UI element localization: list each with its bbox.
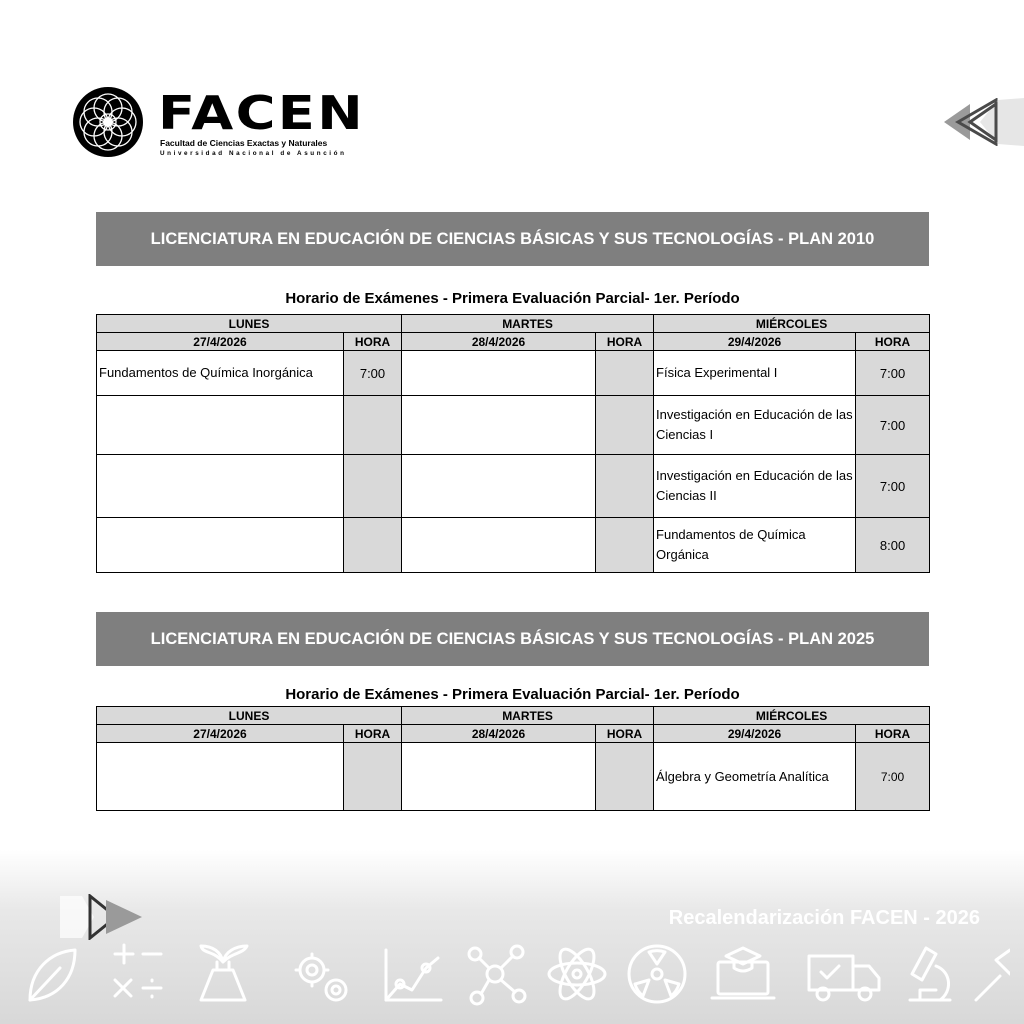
miercoles-subject: Fundamentos de Química Orgánica (654, 518, 856, 573)
molecule-icon (469, 946, 525, 1004)
program-banner-plan-2010: LICENCIATURA EN EDUCACIÓN DE CIENCIAS BÁSICAS Y SUS TECNOLOGÍAS - PLAN 2010 (96, 212, 929, 266)
lunes-subject: Fundamentos de Química Inorgánica (97, 351, 344, 396)
martes-hora (596, 455, 654, 518)
microscope-icon (910, 948, 950, 1000)
day-martes: MARTES (402, 315, 654, 333)
footer-title: Recalendarización FACEN - 2026 (668, 907, 980, 929)
lunes-hora (344, 455, 402, 518)
miercoles-subject: Investigación en Educación de las Ciencias II (654, 455, 856, 518)
day-miercoles: MIÉRCOLES (654, 707, 930, 725)
martes-hora (596, 351, 654, 396)
hora-header: HORA (856, 725, 930, 743)
facen-logo (72, 86, 366, 160)
math-symbols-icon (115, 945, 161, 997)
logo-faculty-name: Facultad de Ciencias Exactas y Naturales (160, 138, 328, 148)
facen-flower-logo-icon (72, 86, 144, 158)
miercoles-subject: Física Experimental I (654, 351, 856, 396)
day-miercoles: MIÉRCOLES (654, 315, 930, 333)
exam-schedule-table-plan-2010 (96, 314, 930, 573)
schedule-title-plan-2010: Horario de Exámenes - Primera Evaluación Parcial- 1er. Período (285, 290, 740, 307)
hora-header: HORA (344, 333, 402, 351)
martes-subject (402, 743, 596, 811)
day-header-row (97, 315, 930, 333)
date-miercoles: 29/4/2026 (654, 725, 856, 743)
fast-forward-arrows-icon (60, 894, 150, 940)
hora-header: HORA (344, 725, 402, 743)
miercoles-hora: 8:00 (856, 518, 930, 573)
schedule-title-plan-2025: Horario de Exámenes - Primera Evaluación Parcial- 1er. Período (285, 686, 740, 703)
chart-icon (386, 950, 441, 1000)
tools-icon (976, 950, 1010, 1000)
lunes-hora (344, 396, 402, 455)
martes-subject (402, 518, 596, 573)
day-martes: MARTES (402, 707, 654, 725)
martes-subject (402, 351, 596, 396)
martes-hora (596, 518, 654, 573)
table-row (97, 351, 930, 396)
table-row (97, 518, 930, 573)
lunes-subject (97, 396, 344, 455)
rewind-arrows-icon (940, 98, 1024, 146)
hora-header: HORA (596, 333, 654, 351)
hora-header: HORA (856, 333, 930, 351)
miercoles-subject: Álgebra y Geometría Analítica (654, 743, 856, 811)
program-banner-plan-2025: LICENCIATURA EN EDUCACIÓN DE CIENCIAS BÁSICAS Y SUS TECNOLOGÍAS - PLAN 2025 (96, 612, 929, 666)
date-martes: 28/4/2026 (402, 333, 596, 351)
day-lunes: LUNES (97, 707, 402, 725)
logo-wordmark: FACEN (158, 86, 366, 140)
table-row (97, 455, 930, 518)
date-martes: 28/4/2026 (402, 725, 596, 743)
exam-schedule-table-plan-2025 (96, 706, 930, 811)
lunes-hora (344, 518, 402, 573)
table-row (97, 743, 930, 811)
lunes-hora (344, 743, 402, 811)
date-header-row (97, 725, 930, 743)
radiation-icon (629, 946, 685, 1002)
miercoles-hora: 7:00 (856, 396, 930, 455)
science-icons-strip (20, 940, 1010, 1010)
day-header-row (97, 707, 930, 725)
lunes-subject (97, 743, 344, 811)
martes-subject (402, 455, 596, 518)
martes-hora (596, 396, 654, 455)
miercoles-hora: 7:00 (856, 455, 930, 518)
atom-icon (549, 944, 605, 1003)
date-miercoles: 29/4/2026 (654, 333, 856, 351)
laptop-graduation-icon (712, 948, 774, 998)
truck-icon (809, 956, 879, 1000)
lunes-subject (97, 455, 344, 518)
date-header-row (97, 333, 930, 351)
miercoles-hora: 7:00 (856, 743, 930, 811)
lunes-hora: 7:00 (344, 351, 402, 396)
leaf-icon (30, 950, 75, 1000)
table-row (97, 396, 930, 455)
logo-university-name: Universidad Nacional de Asunción (160, 150, 347, 157)
day-lunes: LUNES (97, 315, 402, 333)
miercoles-hora: 7:00 (856, 351, 930, 396)
gears-icon (296, 954, 346, 1000)
lunes-subject (97, 518, 344, 573)
plant-flask-icon (201, 946, 247, 1000)
hora-header: HORA (596, 725, 654, 743)
martes-hora (596, 743, 654, 811)
date-lunes: 27/4/2026 (97, 333, 344, 351)
miercoles-subject: Investigación en Educación de las Ciencias I (654, 396, 856, 455)
martes-subject (402, 396, 596, 455)
date-lunes: 27/4/2026 (97, 725, 344, 743)
